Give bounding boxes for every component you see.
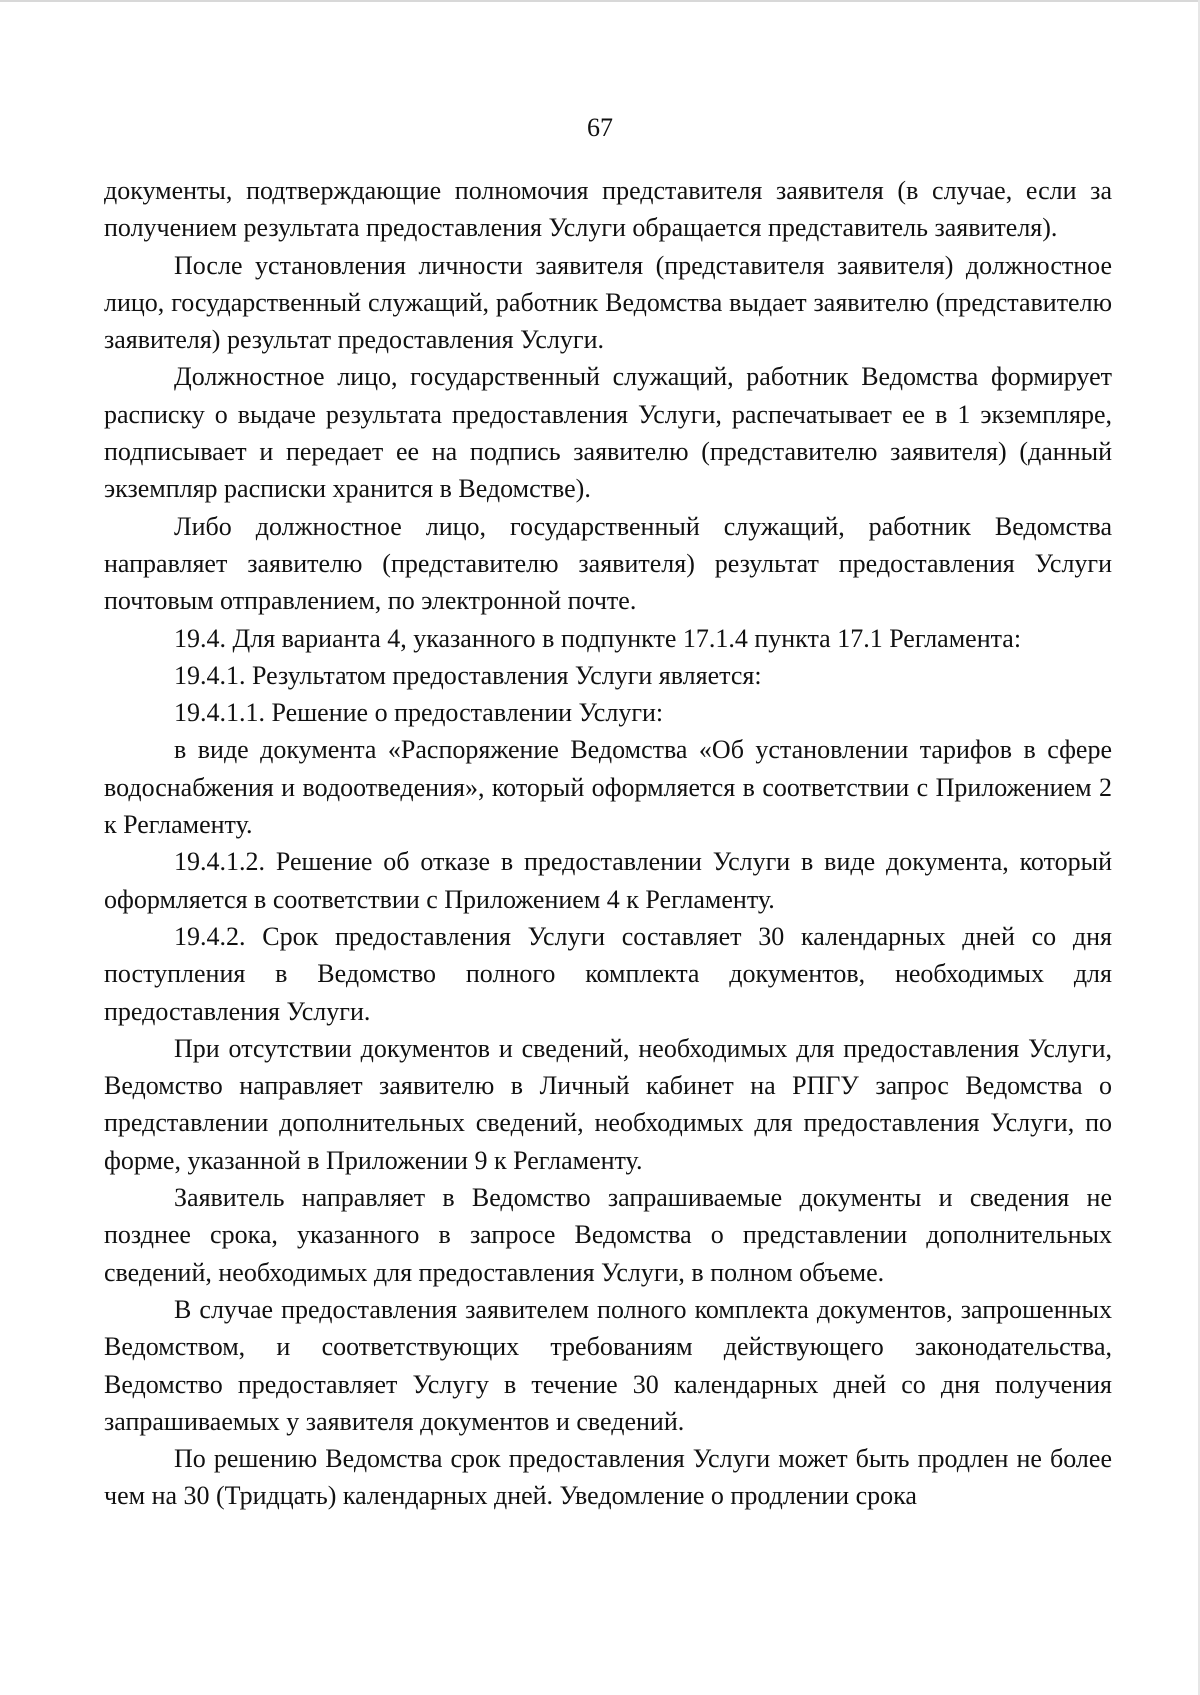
paragraph-5: 19.4. Для варианта 4, указанного в подпункте 17.1.4 пункта 17.1 Регламента: [174, 623, 1022, 653]
page-number: 67 [587, 113, 613, 142]
paragraph-14: По решению Ведомства срок предоставления Услуги может быть продлен не более чем на 30 (Тридцать) календарных дней. Уведомление о продлении срока [104, 1444, 1112, 1511]
paragraph-11: При отсутствии документов и сведений, необходимых для предоставления Услуги, Ведомство направляет заявителю в Личный кабинет на РПГУ запрос Ведомства о представлении дополнительных сведений, необходимых для предоставления Услуги, по форме, указанной в Приложении 9 к Регламенту. [104, 1033, 1112, 1175]
paragraph-13: В случае предоставления заявителем полного комплекта документов, запрошенных Ведомством, и соответствующих требованиям действующего законодательства, Ведомство предоставляет Услугу в течение 30 календарных дней со дня получения запрашиваемых у заявителя документов и сведений. [104, 1294, 1112, 1436]
paragraph-6: 19.4.1. Результатом предоставления Услуги является: [174, 660, 762, 690]
paragraph-1: документы, подтверждающие полномочия представителя заявителя (в случае, если за получением результата предоставления Услуги обращается представитель заявителя). [104, 176, 1112, 243]
paragraph-10: 19.4.2. Срок предоставления Услуги составляет 30 календарных дней со дня поступления в Ведомство полного комплекта документов, необходимых для предоставления Услуги. [104, 921, 1112, 1026]
paragraph-9: 19.4.1.2. Решение об отказе в предоставлении Услуги в виде документа, который оформляется в соответствии с Приложением 4 к Регламенту. [104, 847, 1112, 914]
paragraph-3: Должностное лицо, государственный служащий, работник Ведомства формирует расписку о выдаче результата предоставления Услуги, распечатывает ее в 1 экземпляре, подписывает и передает ее на подпись заявителю (представителю заявителя) (данный экземпляр расписки хранится в Ведомстве). [104, 362, 1112, 504]
paragraph-2: После установления личности заявителя (представителя заявителя) должностное лицо, государственный служащий, работник Ведомства выдает заявителю (представителю заявителя) результат предоставления Услуги. [104, 250, 1112, 355]
paragraph-4: Либо должностное лицо, государственный служащий, работник Ведомства направляет заявителю (представителю заявителя) результат предоставления Услуги почтовым отправлением, по электронной почте. [104, 511, 1112, 616]
document-body [104, 172, 1112, 1515]
paragraph-8: в виде документа «Распоряжение Ведомства «Об установлении тарифов в сфере водоснабжения и водоотведения», который оформляется в соответствии с Приложением 2 к Регламенту. [104, 735, 1112, 840]
paragraph-7: 19.4.1.1. Решение о предоставлении Услуги: [174, 698, 664, 728]
scan-edge-top [0, 0, 1200, 2]
paragraph-12: Заявитель направляет в Ведомство запрашиваемые документы и сведения не позднее срока, указанного в запросе Ведомства о представлении дополнительных сведений, необходимых для предоставления Услуги, в полном объеме. [104, 1183, 1112, 1287]
